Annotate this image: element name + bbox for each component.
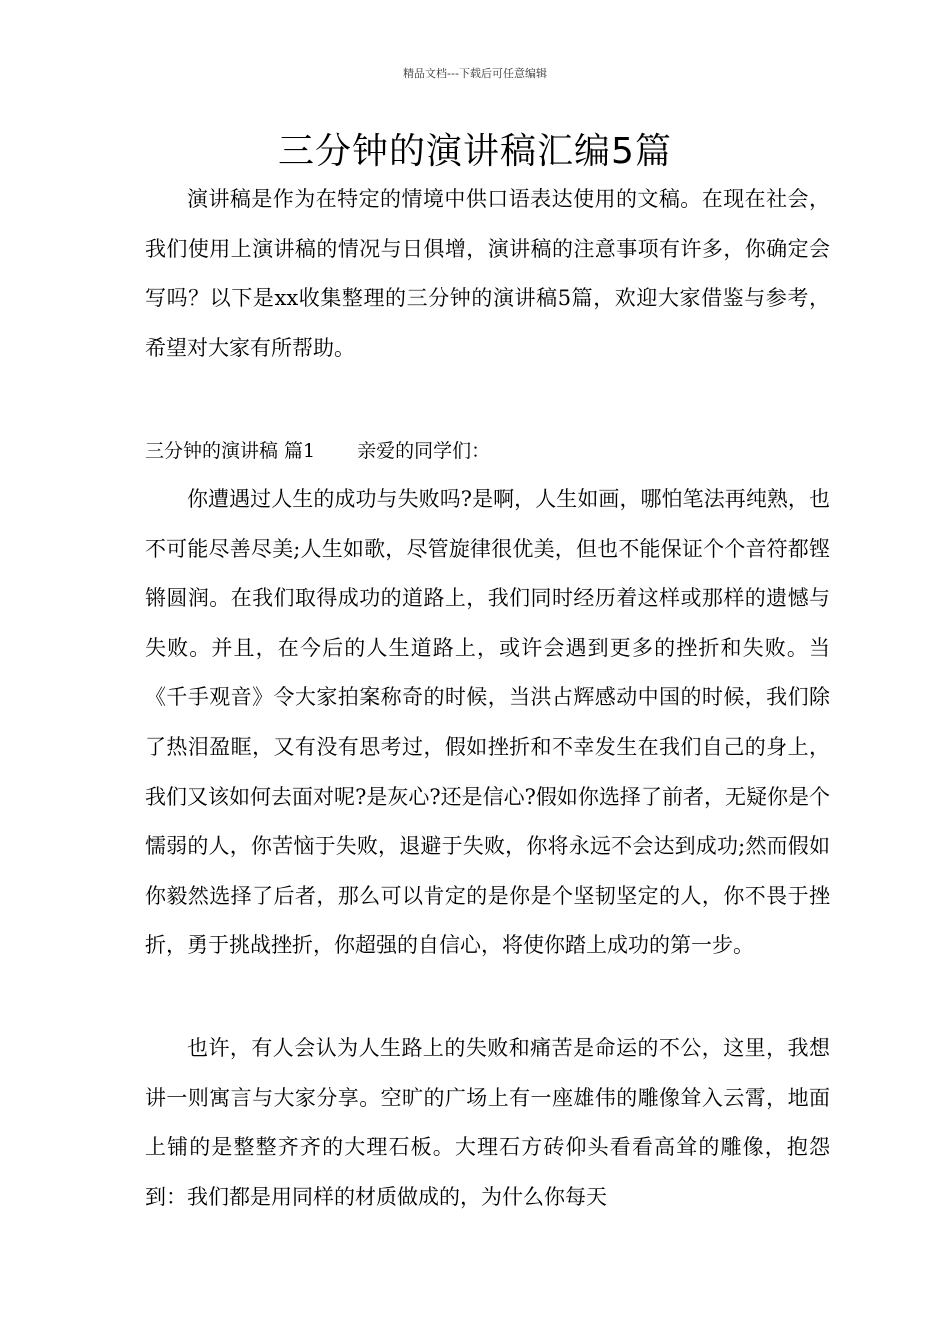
page-header: 精品文档---下载后可任意编辑 <box>403 67 547 80</box>
body-paragraph: 也许，有人会认为人生路上的失败和痛苦是命运的不公，这里，我想讲一则寓言与大家分享。空旷的广场上有一座雄伟的雕像耸入云霄，地面上铺的是整整齐齐的大理石板。大理石方砖仰头看看高耸的雕像，抱怨到：我们都是用同样的材质做成的，为什么你每天 <box>145 1036 830 1209</box>
body-paragraph: 你遭遇过人生的成功与失败吗?是啊，人生如画，哪怕笔法再纯熟，也不可能尽善尽美;人生如歌，尽管旋律很优美，但也不能保证个个音符都铿锵圆润。在我们取得成功的道路上，我们同时经历着这样或那样的遗憾与失败。并且，在今后的人生道路上，或许会遇到更多的挫折和失败。当《千手观音》令大家拍案称奇的时候，当洪占辉感动中国的时候，我们除了热泪盈眶，又有没有思考过，假如挫折和不幸发生在我们自己的身上，我们又该如何去面对呢?是灰心?还是信心?假如你选择了前者，无疑你是个懦弱的人，你苦恼于失败，退避于失败，你将永远不会达到成功;然而假如你毅然选择了后者，那么可以肯定的是你是个坚韧坚定的人，你不畏于挫折，勇于挑战挫折，你超强的自信心，将使你踏上成功的第一步。 <box>145 487 830 958</box>
section-heading-line <box>145 436 490 466</box>
intro-paragraph: 演讲稿是作为在特定的情境中供口语表达使用的文稿。在现在社会，我们使用上演讲稿的情况与日俱增，演讲稿的注意事项有许多，你确定会写吗？以下是xx收集整理的三分钟的演讲稿5篇，欢迎大家借鉴与参考，希望对大家有所帮助。 <box>145 187 830 360</box>
document-title: 三分钟的演讲稿汇编5篇 <box>278 131 672 172</box>
greeting: 亲爱的同学们： <box>357 440 491 462</box>
section-heading: 三分钟的演讲稿 篇1 <box>145 440 316 462</box>
